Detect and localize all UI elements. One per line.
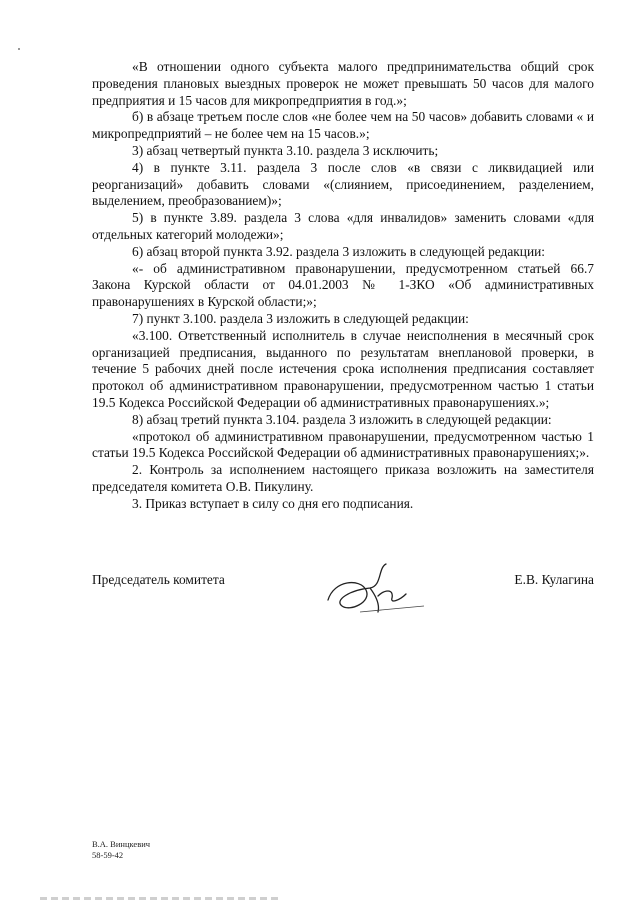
scan-artifact <box>18 48 20 50</box>
signatory-name: Е.В. Кулагина <box>514 572 594 587</box>
handwritten-signature <box>320 560 430 620</box>
paragraph: 5) в пункте 3.89. раздела 3 слова «для инвалидов» заменить словами «для отдельных категорий молодежи»; <box>92 210 594 242</box>
signatory-title: Председатель комитета <box>92 572 225 587</box>
executor-phone: 58-59-42 <box>92 850 124 860</box>
paragraph: 2. Контроль за исполнением настоящего приказа возложить на заместителя председателя комитета О.В. Пикулину. <box>92 462 594 494</box>
paragraph: 8) абзац третий пункта 3.104. раздела 3 изложить в следующей редакции: <box>132 411 552 427</box>
paragraph: 4) в пункте 3.11. раздела 3 после слов «в связи с ликвидацией или реорганизаций» добавить словами «(слиянием, присоединением, разделением, выделением, преобразованием)»; <box>92 159 594 209</box>
paragraph: 3) абзац четвертый пункта 3.10. раздела 3 исключить; <box>132 142 439 158</box>
paragraph: 7) пункт 3.100. раздела 3 изложить в следующей редакции: <box>132 310 469 326</box>
document-body <box>92 59 594 513</box>
paragraph: «3.100. Ответственный исполнитель в случае неисполнения в месячный срок организацией предписания, выданного по результатам внеплановой проверки, в течение 5 рабочих дней после истечения срока исполнения предписания составляет протокол об административном правонарушении, предусмотренном частью 1 статьи 19.5 Кодекса Российской Федерации об административных правонарушениях.»; <box>92 327 594 410</box>
paragraph: 6) абзац второй пункта 3.92. раздела 3 изложить в следующей редакции: <box>132 243 546 259</box>
scan-footer-artifact <box>40 897 280 900</box>
paragraph: б) в абзаце третьем после слов «не более чем на 50 часов» добавить словами « и микропредприятий – не более чем на 15 часов.»; <box>92 109 594 142</box>
paragraph: 3. Приказ вступает в силу со дня его подписания. <box>132 495 414 511</box>
executor-info <box>92 839 150 861</box>
executor-name: В.А. Винцкевич <box>92 839 151 849</box>
paragraph: «В отношении одного субъекта малого предпринимательства общий срок проведения плановых выездных проверок не может превышать 50 часов для малого предприятия и 15 часов для микропредприятия в год.»; <box>92 59 594 108</box>
paragraph: «протокол об административном правонарушении, предусмотренном частью 1 статьи 19.5 Кодекса Российской Федерации об административных правонарушениях;». <box>92 428 594 461</box>
paragraph: «- об административном правонарушении, предусмотренном статьей 66.7 Закона Курской области от 04.01.2003 № 1-ЗКО «Об административных правонарушениях в Курской области;»; <box>92 260 594 310</box>
signature-block <box>92 572 594 632</box>
